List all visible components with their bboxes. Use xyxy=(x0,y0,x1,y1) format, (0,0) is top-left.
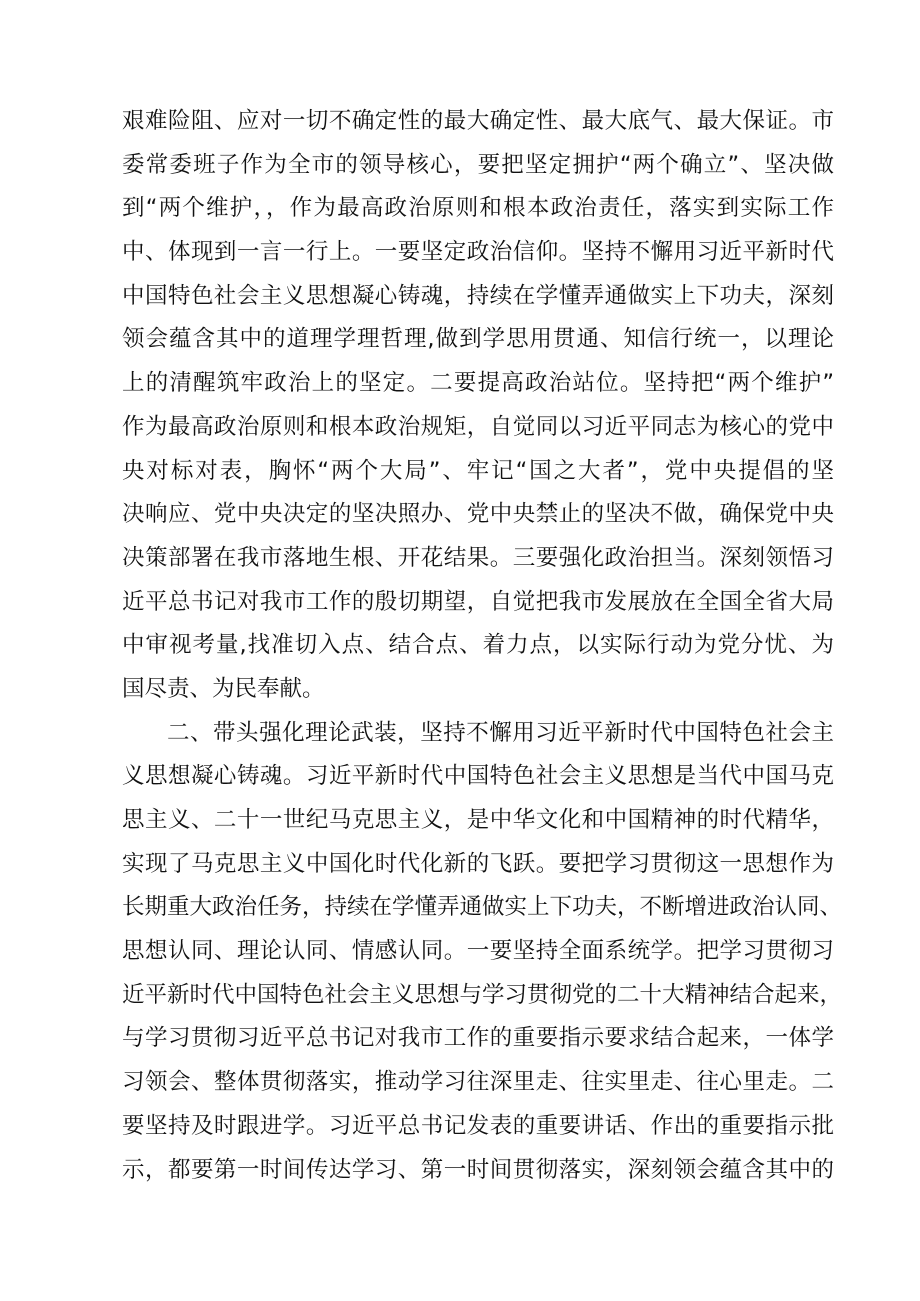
text-line: 上的清醒筑牢政治上的坚定。二要提高政治站位。坚持把“两个维护” xyxy=(122,370,834,397)
text-line: 与学习贯彻习近平总书记对我市工作的重要指示要求结合起来，一体学 xyxy=(122,1025,834,1052)
text-line: 中国特色社会主义思想凝心铸魂，持续在学懂弄通做实上下功夫，深刻 xyxy=(122,282,834,309)
text-line: 长期重大政治任务，持续在学懂弄通做实上下功夫，不断增进政治认同、 xyxy=(122,894,843,921)
text-line: 领会蕴含其中的道理学理哲理,做到学思用贯通、知信行统一，以理论 xyxy=(122,326,834,353)
text-line: 近平总书记对我市工作的殷切期望，自觉把我市发展放在全国全省大局 xyxy=(122,588,834,615)
text-line: 习领会、整体贯彻落实，推动学习往深里走、往实里走、往心里走。二 xyxy=(122,1069,834,1096)
text-line: 决策部署在我市落地生根、开花结果。三要强化政治担当。深刻领悟习 xyxy=(122,544,834,571)
paragraph-2 xyxy=(122,712,843,1193)
text-line: 近平新时代中国特色社会主义思想与学习贯彻党的二十大精神结合起来， xyxy=(122,981,843,1008)
text-line: 义思想凝心铸魂。习近平新时代中国特色社会主义思想是当代中国马克 xyxy=(122,763,834,790)
text-line: 国尽责、为民奉献。 xyxy=(122,675,325,702)
body-text xyxy=(122,100,843,1192)
text-line: 中审视考量,找准切入点、结合点、着力点，以实际行动为党分忧、为 xyxy=(122,632,834,659)
text-line: 思想认同、理论认同、情感认同。一要坚持全面系统学。把学习贯彻习 xyxy=(122,938,834,965)
text-line: 示，都要第一时间传达学习、第一时间贯彻落实，深刻领会蕴含其中的 xyxy=(122,1156,834,1183)
text-line: 实现了马克思主义中国化时代化新的飞跃。要把学习贯彻这一思想作为 xyxy=(122,850,834,877)
text-line: 艰难险阻、应对一切不确定性的最大确定性、最大底气、最大保证。市 xyxy=(122,108,834,134)
text-line: 二、带头强化理论武装，坚持不懈用习近平新时代中国特色社会主 xyxy=(167,719,834,746)
text-line: 决响应、党中央决定的坚决照办、党中央禁止的坚决不做，确保党中央 xyxy=(122,501,834,528)
text-line: 央对标对表，胸怀“两个大局”、牢记“国之大者”，党中央提倡的坚 xyxy=(122,457,834,484)
text-line: 要坚持及时跟进学。习近平总书记发表的重要讲话、作出的重要指示批 xyxy=(122,1112,834,1139)
text-line: 作为最高政治原则和根本政治规矩，自觉同以习近平同志为核心的党中 xyxy=(122,413,834,440)
text-line: 思主义、二十一世纪马克思主义，是中华文化和中国精神的时代精华， xyxy=(122,807,834,833)
text-line: 到“两个维护，，作为最高政治原则和根本政治责任，落实到实际工作 xyxy=(122,195,834,222)
text-line: 中、体现到一言一行上。一要坚定政治信仰。坚持不懈用习近平新时代 xyxy=(122,239,834,266)
text-line: 委常委班子作为全市的领导核心，要把坚定拥护“两个确立”、坚决做 xyxy=(122,151,834,178)
paragraph-1 xyxy=(122,100,834,712)
